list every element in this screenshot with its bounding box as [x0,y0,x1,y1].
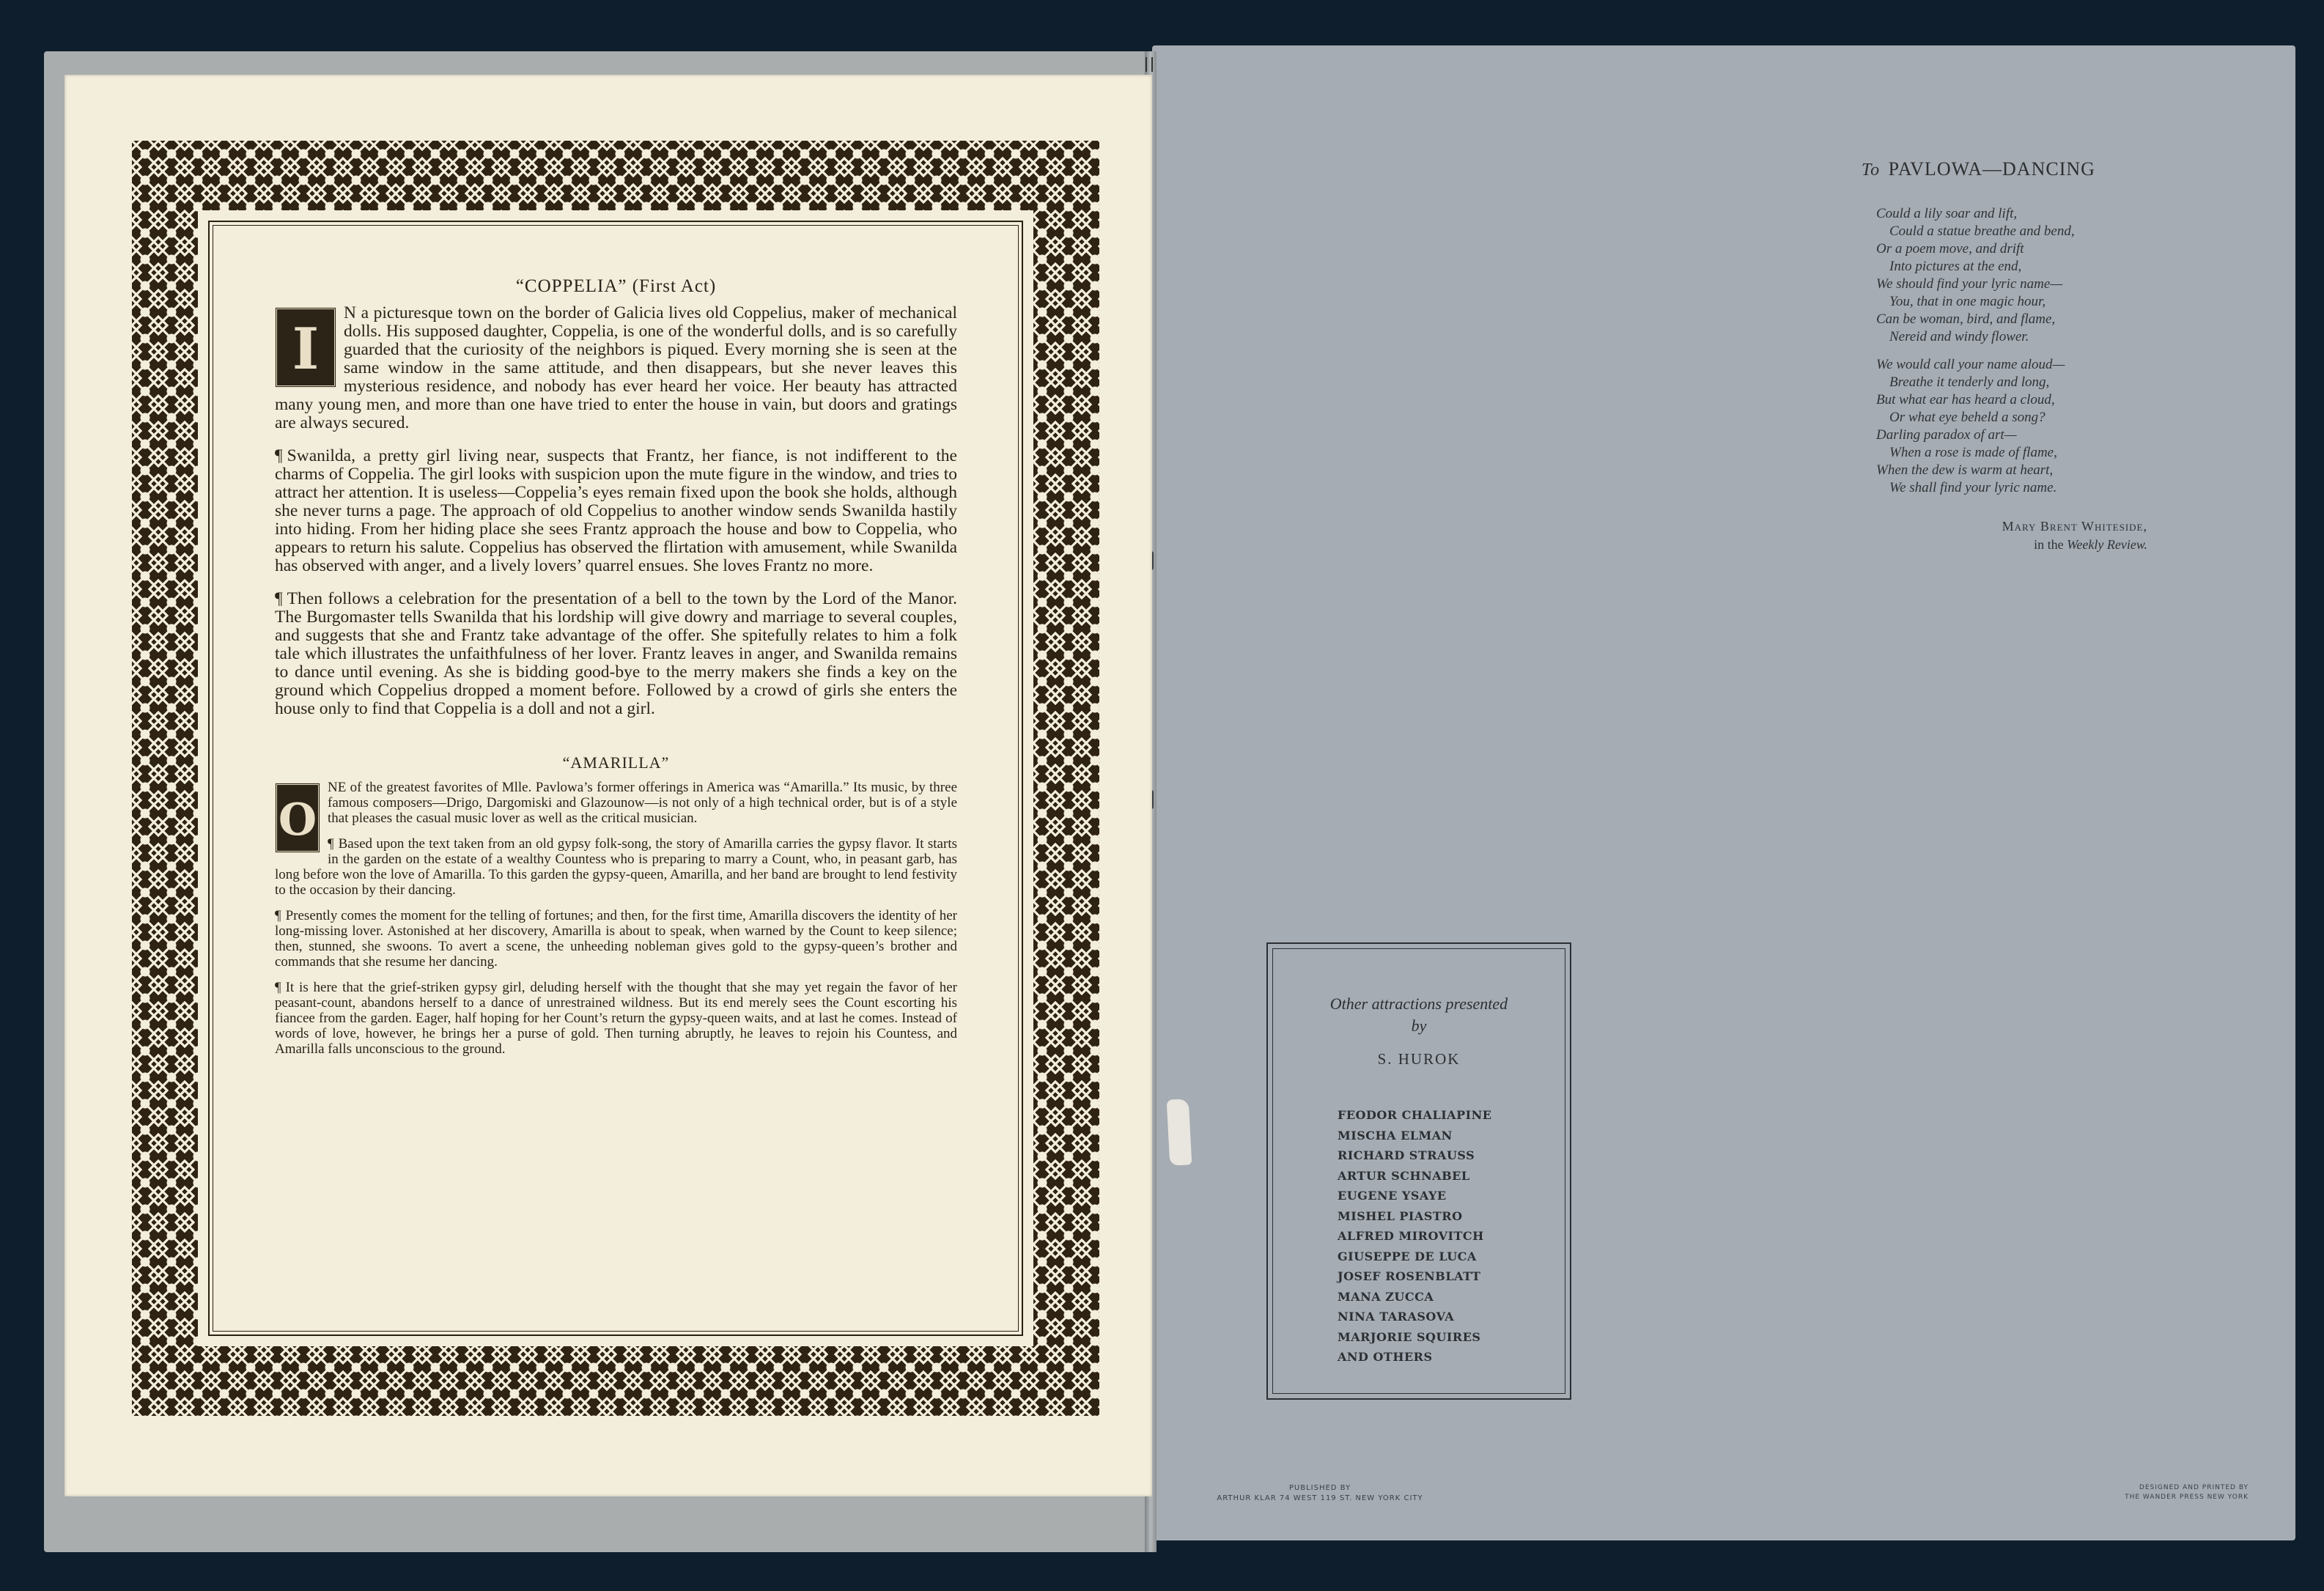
amarilla-title: “AMARILLA” [562,753,670,772]
poem-line: Or a poem move, and drift [1876,241,2024,256]
pilcrow-icon: ¶ [328,836,334,852]
published-by-label: PUBLISHED BY [1288,1484,1351,1492]
publisher-address: ARTHUR KLAR 74 WEST 119 ST. NEW YORK CITY [1217,1494,1423,1502]
coppelia-p3-text: Then follows a celebration for the presentation of a bell to the town by the Lord of the Manor. The Burgomaster tells Swanilda that his lordship will give dowry and marriage to several couples, and suggests that she and Frantz take advantage of the offer. She spitefully relates to him a folk tale which illustrates the unfaithfulness of her lover. Frantz leaves in anger, and Swanilda remains to dance until evening. As she is bidding good-bye to the merry makers she finds a key on the ground which Coppelius dropped a moment before. Followed by a crowd of girls she enters the house only to find that Coppelia is a doll and not a girl. [275,589,957,718]
poem-line: Darling paradox of art— [1876,427,2017,443]
artist-item: AND OTHERS [1338,1350,1433,1364]
ornamental-border [132,141,1099,1416]
poem-line: When a rose is made of flame, [1889,445,2057,460]
artist-item: EUGENE YSAYE [1338,1189,1447,1203]
artist-item: RICHARD STRAUSS [1338,1148,1475,1162]
artist-item: ARTUR SCHNABEL [1338,1168,1470,1183]
amarilla-paragraph-2 [275,836,957,898]
designed-by-label: DESIGNED AND PRINTED BY [2139,1484,2249,1491]
artist-item: NINA TARASOVA [1338,1310,1455,1324]
amarilla-p3-text: Presently comes the moment for the telling of fortunes; and then, for the first time, Amarilla discovers the identity of her long-missing lover. Astonished at her discovery, Amarilla is about to speak, when warned by the Count to keep silence; then, stunned, she swoons. To avert a scene, the unheeding nobleman gives gold to the gypsy-queen’s brother and commands that she resume her dancing. [275,908,957,970]
poem-credit [1876,517,2147,554]
amarilla-dropcap: O [275,783,320,853]
poem-line: Could a statue breathe and bend, [1889,224,2075,239]
poem-title-text: PAVLOWA—DANCING [1888,158,2095,180]
presenter-name: S. HUROK [1377,1050,1461,1068]
printer-footer [2058,1483,2249,1502]
artist-item: JOSEF ROSENBLATT [1338,1269,1481,1283]
amarilla-paragraph-3 [275,908,957,970]
poem-line: But what ear has heard a cloud, [1876,392,2055,407]
poem-line: Or what eye beheld a song? [1889,410,2046,425]
pilcrow-icon: ¶ [275,446,283,465]
poem-source-prefix: in the [2034,537,2064,552]
article-content [275,276,957,1302]
poem-stanza-2 [1876,356,2184,497]
pilcrow-icon: ¶ [275,908,281,923]
pilcrow-icon: ¶ [275,980,281,995]
amarilla-p4-text: It is here that the grief-striken gypsy girl, deluding herself with the thought that she may yet regain the favor of her peasant-count, abandons herself to a dance of unrestrained wildness. But its end merely sees the Count escorting his fiancee from the garden. Eager, half hoping for her Count’s return the gypsy-queen waits, and at last he comes. Instead of words of love, however, he brings her a purse of gold. Then turning abruptly, he leaves to rejoin his Countess, and Amarilla falls unconscious to the ground. [275,980,957,1057]
poem-line: Breathe it tenderly and long, [1889,374,2050,390]
coppelia-title: “COPPELIA” (First Act) [515,276,717,296]
coppelia-p2-text: Swanilda, a pretty girl living near, suspects that Frantz, her fiance, is not indifferent to the charms of Coppelia. The girl looks with suspicion upon the mute figure in the window, and tries to attract her attention. It is useless—Coppelia’s eyes remain fixed upon the book she holds, although she never turns a page. The approach of old Coppelius to another window sends Swanilda hastily into hiding. From her hiding place she sees Frantz approach the house and bow to Coppelia, who appears to return his salute. Coppelius has observed the flirtation with amusement, while Swanilda has observed with anger, and a lively lovers’ quarrel ensues. She loves Frantz no more. [275,446,957,575]
text-panel [198,210,1033,1346]
artist-item: MISHEL PIASTRO [1338,1208,1463,1223]
poem-source-name: Weekly Review. [2067,537,2147,552]
attractions-box [1266,942,1571,1400]
poem-source [1876,536,2147,554]
artist-item: MARJORIE SQUIRES [1338,1329,1481,1344]
attractions-box-inner [1272,948,1565,1394]
artist-list [1338,1105,1565,1367]
poem-line: We would call your name aloud— [1876,357,2065,372]
publisher-footer [1199,1483,1441,1504]
printer-name: THE WANDER PRESS NEW YORK [2125,1494,2249,1501]
artist-item: ALFRED MIROVITCH [1338,1229,1484,1243]
poem-line: Nereid and windy flower. [1889,329,2029,344]
amarilla-paragraph-4 [275,980,957,1057]
artist-item: MISCHA ELMAN [1338,1128,1453,1143]
artist-item: MANA ZUCCA [1338,1289,1434,1304]
poem-stanza-1 [1876,205,2184,346]
poem-line: Into pictures at the end, [1889,259,2022,274]
amarilla-p1-text: NE of the greatest favorites of Mlle. Pavlowa’s former offerings in America was “Amarilla.” Its music, by three famous composers—Drigo, Dargomiski and Glazounow—is not only of a high technical order, but is of a style that pleases the casual music lover as well as the critical musician. [328,780,957,826]
poem-line: Could a lily soar and lift, [1876,206,2018,221]
pilcrow-icon: ¶ [275,589,283,608]
poem-title-prefix: To [1862,160,1881,180]
coppelia-paragraph-1 [275,304,957,432]
attractions-heading-line1: Other attractions presented [1329,994,1508,1013]
poem-body [1876,205,2184,507]
poem-line: We shall find your lyric name. [1889,480,2057,495]
spine-mark [1146,57,1153,72]
attractions-heading-line2: by [1411,1016,1427,1035]
poem-line: Can be woman, bird, and flame, [1876,311,2056,327]
artist-item: FEODOR CHALIAPINE [1338,1108,1492,1122]
artist-item: GIUSEPPE DE LUCA [1338,1249,1477,1263]
attractions-heading [1273,993,1565,1037]
amarilla-paragraph-1 [275,780,957,846]
coppelia-paragraph-3 [275,590,957,718]
paper-tear [1167,1099,1192,1165]
poem-line: We should find your lyric name— [1876,276,2063,292]
poem-line: You, that in one magic hour, [1889,294,2046,309]
amarilla-p2-text: Based upon the text taken from an old gypsy folk-song, the story of Amarilla carries the gypsy flavor. It starts in the garden on the estate of a wealthy Countess who is preparing to marry a Count, who, in peasant garb, has long before won the love of Amarilla. To this garden the gypsy-queen, Amarilla, and her band are brought to lend festivity to the occasion by their dancing. [275,836,957,898]
poem-line: When the dew is warm at heart, [1876,462,2054,478]
coppelia-p1-text: N a picturesque town on the border of Galicia lives old Coppelius, maker of mechanical dolls. His supposed daughter, Coppelia, is one of the wonderful dolls, and is so carefully guarded that the curiosity of the neighbors is piqued. Every morning she is seen at the same window in the same attitude, and then disappears, but she never leaves this mysterious residence, and nobody has ever heard her voice. Her beauty has attracted many young men, and more than one have tried to enter the house in vain, but doors and gratings are always secured. [275,303,957,432]
coppelia-dropcap: I [275,307,336,388]
poem-title [1862,158,2169,180]
poem-author: Mary Brent Whiteside, [2002,519,2147,534]
coppelia-paragraph-2 [275,447,957,575]
amarilla-section [275,753,957,1057]
